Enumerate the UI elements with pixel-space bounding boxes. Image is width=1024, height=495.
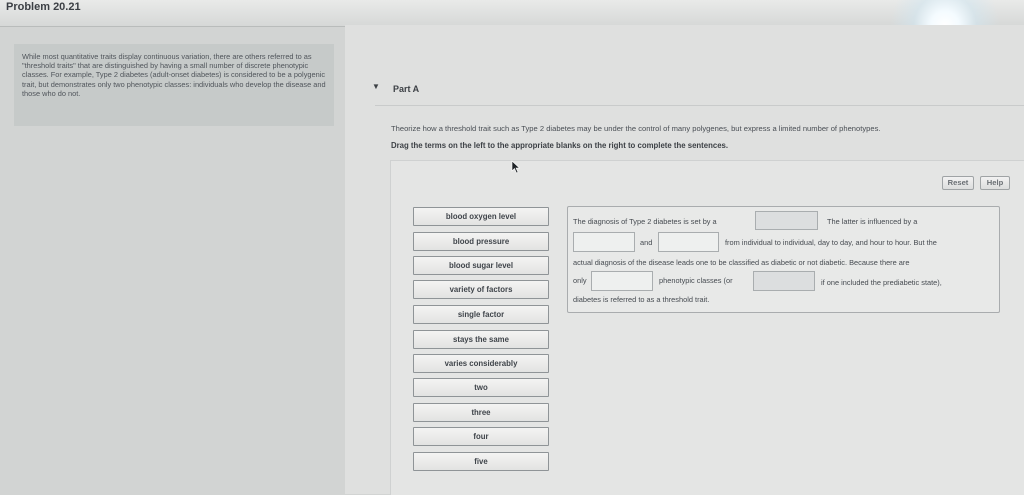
blank-2[interactable] <box>573 232 635 252</box>
problem-intro-panel <box>14 44 334 126</box>
term-variety-of-factors[interactable]: variety of factors <box>413 280 549 299</box>
sentence-only-text: only <box>573 276 587 285</box>
term-three[interactable]: three <box>413 403 549 422</box>
sentence-5c-text: if one included the prediabetic state), <box>821 278 942 287</box>
question-text: Theorize how a threshold trait such as Type 2 diabetes may be under the control of many polygenes, but express a limited number of phenotypes. <box>391 124 881 133</box>
blank-4[interactable] <box>591 271 653 291</box>
term-blood-pressure[interactable]: blood pressure <box>413 232 549 251</box>
sentence-2-text: The latter is influenced by a <box>827 217 918 226</box>
term-two[interactable]: two <box>413 378 549 397</box>
collapse-caret-icon[interactable]: ▼ <box>372 82 380 91</box>
term-blood-oxygen-level[interactable]: blood oxygen level <box>413 207 549 226</box>
term-four[interactable]: four <box>413 427 549 446</box>
title-bar <box>0 0 1024 27</box>
blank-1[interactable] <box>755 211 818 230</box>
mouse-cursor-icon <box>511 160 520 174</box>
sentence-4-text: actual diagnosis of the disease leads one to be classified as diabetic or not diabetic. Because there are <box>573 258 910 267</box>
sentence-6-text: diabetes is referred to as a threshold trait. <box>573 295 710 304</box>
sentence-and-text: and <box>640 238 653 247</box>
term-varies-considerably[interactable]: varies considerably <box>413 354 549 373</box>
blank-5[interactable] <box>753 271 815 291</box>
reset-button[interactable]: Reset <box>942 176 974 190</box>
problem-title: Problem 20.21 <box>6 1 81 13</box>
part-a-header[interactable]: Part A <box>393 84 420 94</box>
instruction-text: Drag the terms on the left to the appropriate blanks on the right to complete the sentences. <box>391 141 729 150</box>
sentence-3-text: from individual to individual, day to day, and hour to hour. But the <box>725 238 937 247</box>
term-blood-sugar-level[interactable]: blood sugar level <box>413 256 549 275</box>
blank-3[interactable] <box>658 232 719 252</box>
sentence-1-text: The diagnosis of Type 2 diabetes is set by a <box>573 217 717 226</box>
term-stays-the-same[interactable]: stays the same <box>413 330 549 349</box>
term-single-factor[interactable]: single factor <box>413 305 549 324</box>
problem-intro-text: While most quantitative traits display continuous variation, there are others referred to as "threshold traits" that are distinguished by having a small number of discrete phenotypic classes. For example, Type 2 diabetes (adult-onset diabetes) is considered to be a polygenic trait, but demonstrates only two phenotypic classes: individuals who develop the disease and those who do not. <box>22 52 326 98</box>
sentence-5-text: phenotypic classes (or <box>659 276 733 285</box>
help-button[interactable]: Help <box>980 176 1010 190</box>
term-five[interactable]: five <box>413 452 549 471</box>
part-divider <box>375 105 1024 106</box>
